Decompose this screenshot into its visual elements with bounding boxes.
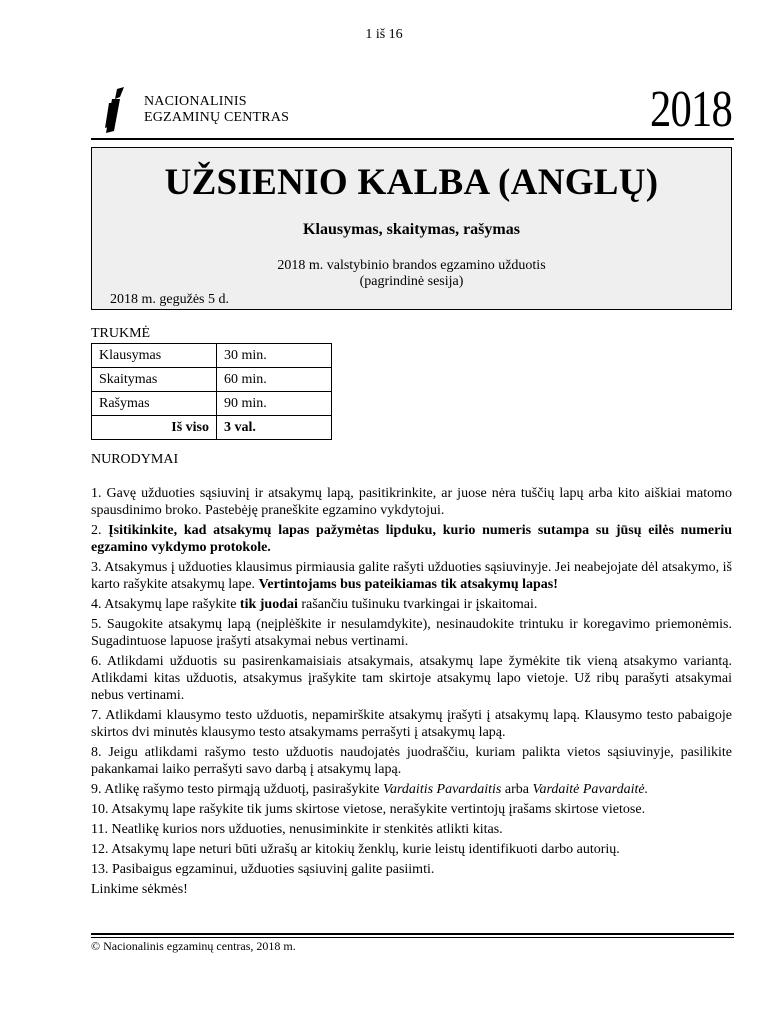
instruction-item: 8. Jeigu atlikdami rašymo testo užduotis naudojatės juodraščiu, kuriam palikta vietos sąsiuvinyje, pasilikite pakankamai laiko perrašyti savo darbą į atsakymų lapą. <box>91 745 732 777</box>
instruction-item: 6. Atlikdami užduotis su pasirenkamaisiais atsakymais, atsakymų lape žymėkite tik vieną atsakymo variantą. Atlikdami kitas užduotis, atsakymus įrašykite tam skirtoje atsakymų lapo vietoje. Už ribų parašyti atsakymai nebus vertinami. <box>91 654 732 703</box>
exam-date: 2018 m. gegužės 5 d. <box>110 292 229 307</box>
task-line-1: 2018 m. valstybinio brandos egzamino užduotis <box>277 258 546 273</box>
page-number: 1 iš 16 <box>365 27 403 42</box>
instructions-list <box>91 485 732 901</box>
instruction-item: 2. Įsitikinkite, kad atsakymų lapas pažymėtas lipduku, kurio numeris sutampa su jūsų eilės numeriu egzamino vykdymo protokole. <box>91 523 732 555</box>
instruction-item: 12. Atsakymų lape neturi būti užrašų ar kitokių ženklų, kurie leistų identifikuoti darbo autorių. <box>91 842 620 857</box>
instruction-item: 11. Neatlikę kurios nors užduoties, nenusiminkite ir stenkitės atlikti kitas. <box>91 822 503 837</box>
table-row <box>92 392 332 416</box>
duration-part: Skaitymas <box>92 368 217 392</box>
duration-total-label: Iš viso <box>92 416 217 440</box>
table-row <box>92 344 332 368</box>
exam-year: 2018 <box>650 81 732 138</box>
instructions-label: NURODYMAI <box>91 452 179 467</box>
header-rule <box>91 138 734 140</box>
org-name <box>144 94 289 126</box>
task-line-2: (pagrindinė sesija) <box>359 274 464 289</box>
instruction-item: 7. Atlikdami klausymo testo užduotis, nepamirškite atsakymų įrašyti į atsakymų lapą. Klausymo testo pabaigoje skirtos dvi minutės klausymo testo atsakymams perrašyti į atsakymų lapą. <box>91 708 732 740</box>
instruction-item: 4. Atsakymų lape rašykite tik juodai rašančiu tušinuku tvarkingai ir įskaitomai. <box>91 597 538 612</box>
exam-subtitle: Klausymas, skaitymas, rašymas <box>303 221 520 238</box>
closing-text: Linkime sėkmės! <box>91 882 188 897</box>
org-line1: NACIONALINIS <box>144 94 247 109</box>
table-row-total <box>92 416 332 440</box>
duration-time: 60 min. <box>217 368 332 392</box>
duration-time: 30 min. <box>217 344 332 368</box>
instruction-item: 3. Atsakymus į užduoties klausimus pirmiausia galite rašyti užduoties sąsiuvinyje. Jei neabejojate dėl atsakymo, iš karto rašykite atsakymų lape. Vertintojams bus pateikiamas tik atsakymų lapas! <box>91 560 732 592</box>
duration-part: Rašymas <box>92 392 217 416</box>
nec-logo-icon <box>104 87 126 133</box>
instruction-item: 10. Atsakymų lape rašykite tik jums skirtose vietose, nerašykite vertintojų įrašams skirtose vietose. <box>91 802 646 817</box>
duration-total-value: 3 val. <box>217 416 332 440</box>
duration-label: TRUKMĖ <box>91 326 151 341</box>
exam-title: UŽSIENIO KALBA (ANGLŲ) <box>164 162 659 203</box>
instruction-item: 1. Gavę užduoties sąsiuvinį ir atsakymų lapą, pasitikrinkite, ar juose nėra tuščių lapų arba kito aiškiai matomo spausdinimo broko. Pastebėję praneškite egzamino vykdytojui. <box>91 486 732 518</box>
duration-time: 90 min. <box>217 392 332 416</box>
title-box <box>91 147 732 310</box>
table-row <box>92 368 332 392</box>
instruction-item: 9. Atlikę rašymo testo pirmąją užduotį, pasirašykite Vardaitis Pavardaitis arba Vardaitė Pavardaitė. <box>91 782 649 797</box>
instruction-item: 5. Saugokite atsakymų lapą (neįplėškite ir nesulamdykite), nesinaudokite trintuku ir koregavimo priemonėmis. Sugadintuose lapuose įrašyti atsakymai nebus vertinami. <box>91 617 732 649</box>
org-header <box>104 86 289 134</box>
duration-table <box>91 343 332 440</box>
instruction-item: 13. Pasibaigus egzaminui, užduoties sąsiuvinį galite pasiimti. <box>91 862 435 877</box>
footer-rule <box>91 933 734 935</box>
footer-rule-thin <box>91 937 734 938</box>
duration-part: Klausymas <box>92 344 217 368</box>
org-line2: EGZAMINŲ CENTRAS <box>144 110 290 125</box>
copyright-footer: © Nacionalinis egzaminų centras, 2018 m. <box>91 939 296 953</box>
